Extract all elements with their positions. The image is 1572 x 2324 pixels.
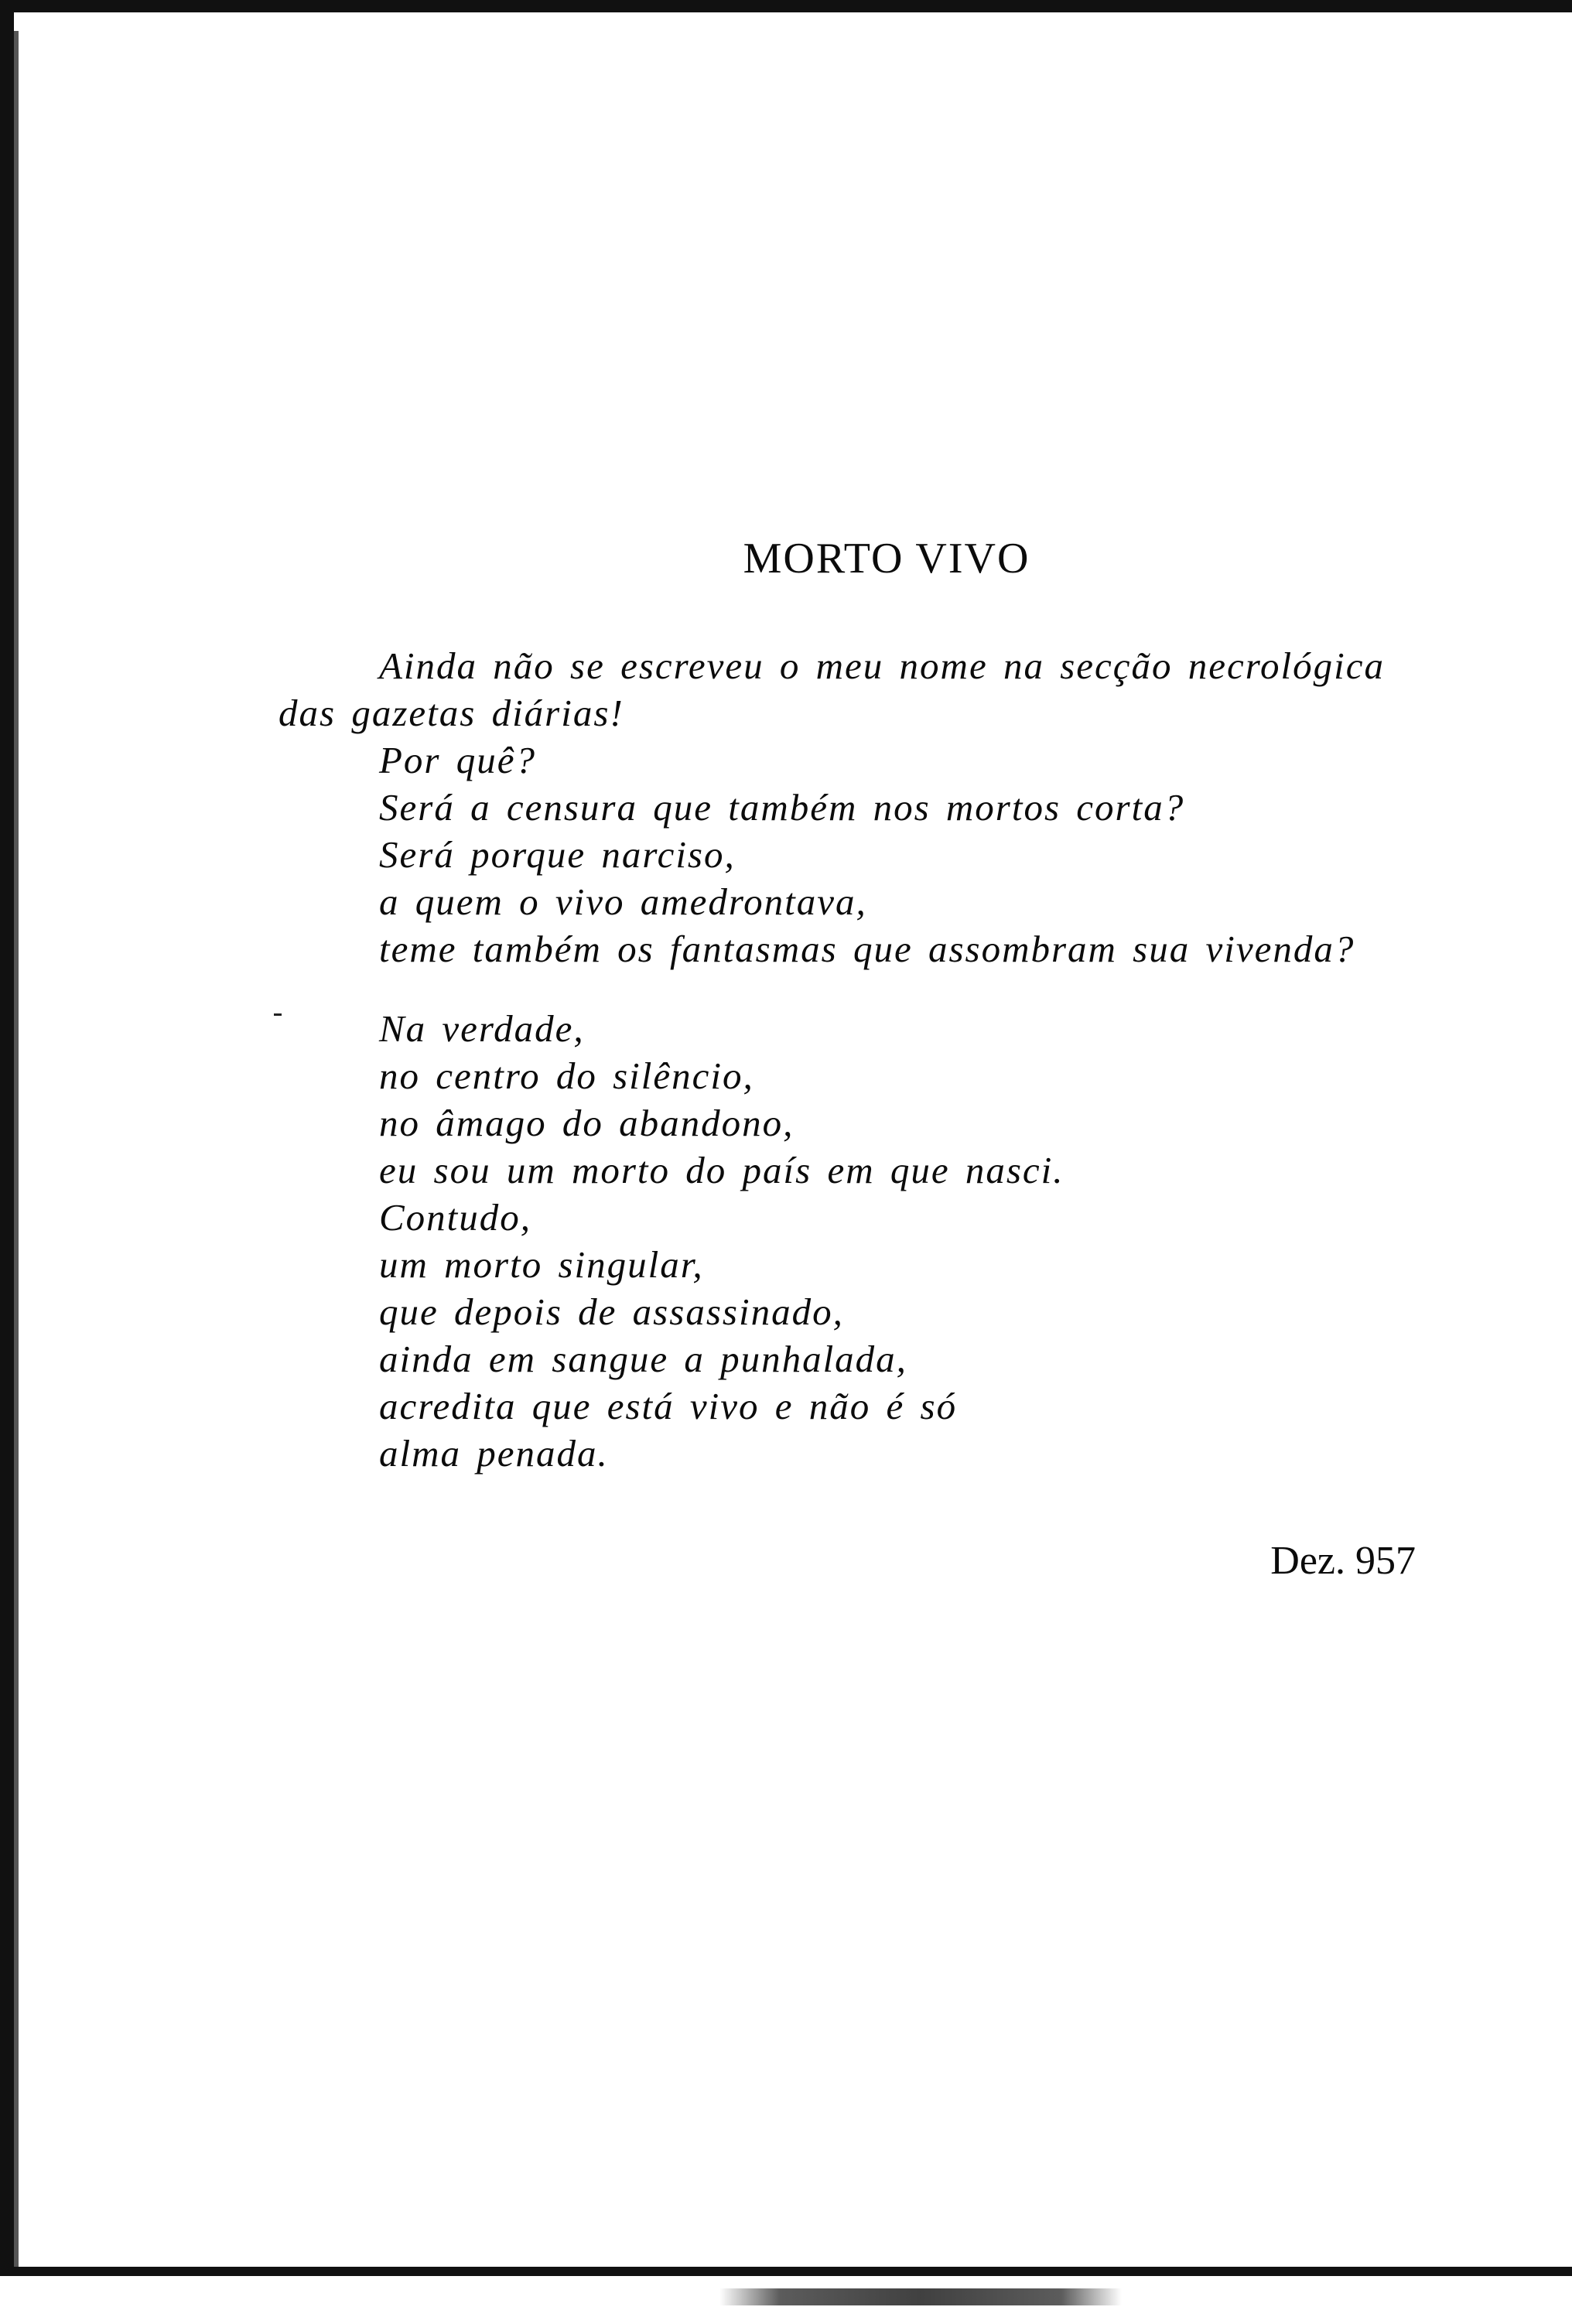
stanza-1 — [279, 642, 1524, 972]
poem-date: Dez. 957 — [1270, 1539, 1416, 1583]
poem-title: MORTO VIVO — [743, 535, 1030, 583]
scan-smudge — [719, 2288, 1122, 2305]
poem-line: Ainda não se escreveu o meu nome na secção necrológica — [379, 644, 1385, 687]
poem-line: teme também os fantasmas que assombram sua vivenda? — [379, 928, 1355, 970]
scan-border-top — [0, 0, 1572, 12]
poem-line: a quem o vivo amedrontava, — [379, 880, 867, 923]
poem-line: no âmago do abandono, — [379, 1102, 795, 1144]
stray-mark — [274, 1013, 282, 1016]
scan-border-left-shadow — [14, 31, 19, 2274]
poem-body — [279, 642, 1524, 1477]
poem-line: eu sou um morto do país em que nasci. — [379, 1149, 1065, 1191]
scan-border-left — [0, 0, 14, 2315]
poem-line: alma penada. — [379, 1432, 609, 1475]
poem-line: Contudo, — [379, 1196, 532, 1239]
poem-line: um morto singular, — [379, 1243, 704, 1286]
poem-line: acredita que está vivo e não é só — [379, 1385, 958, 1427]
stanza-2 — [379, 1005, 1524, 1477]
poem-line: no centro do silêncio, — [379, 1054, 754, 1097]
poem-line: das gazetas diárias! — [279, 692, 624, 734]
poem-line: Por quê? — [379, 739, 536, 781]
poem-line: Será a censura que também nos mortos corta? — [379, 786, 1185, 829]
poem-line: Será porque narciso, — [379, 833, 736, 876]
poem-line: que depois de assassinado, — [379, 1290, 844, 1333]
poem-line: Na verdade, — [379, 1007, 585, 1050]
poem-line: ainda em sangue a punhalada, — [379, 1338, 907, 1380]
